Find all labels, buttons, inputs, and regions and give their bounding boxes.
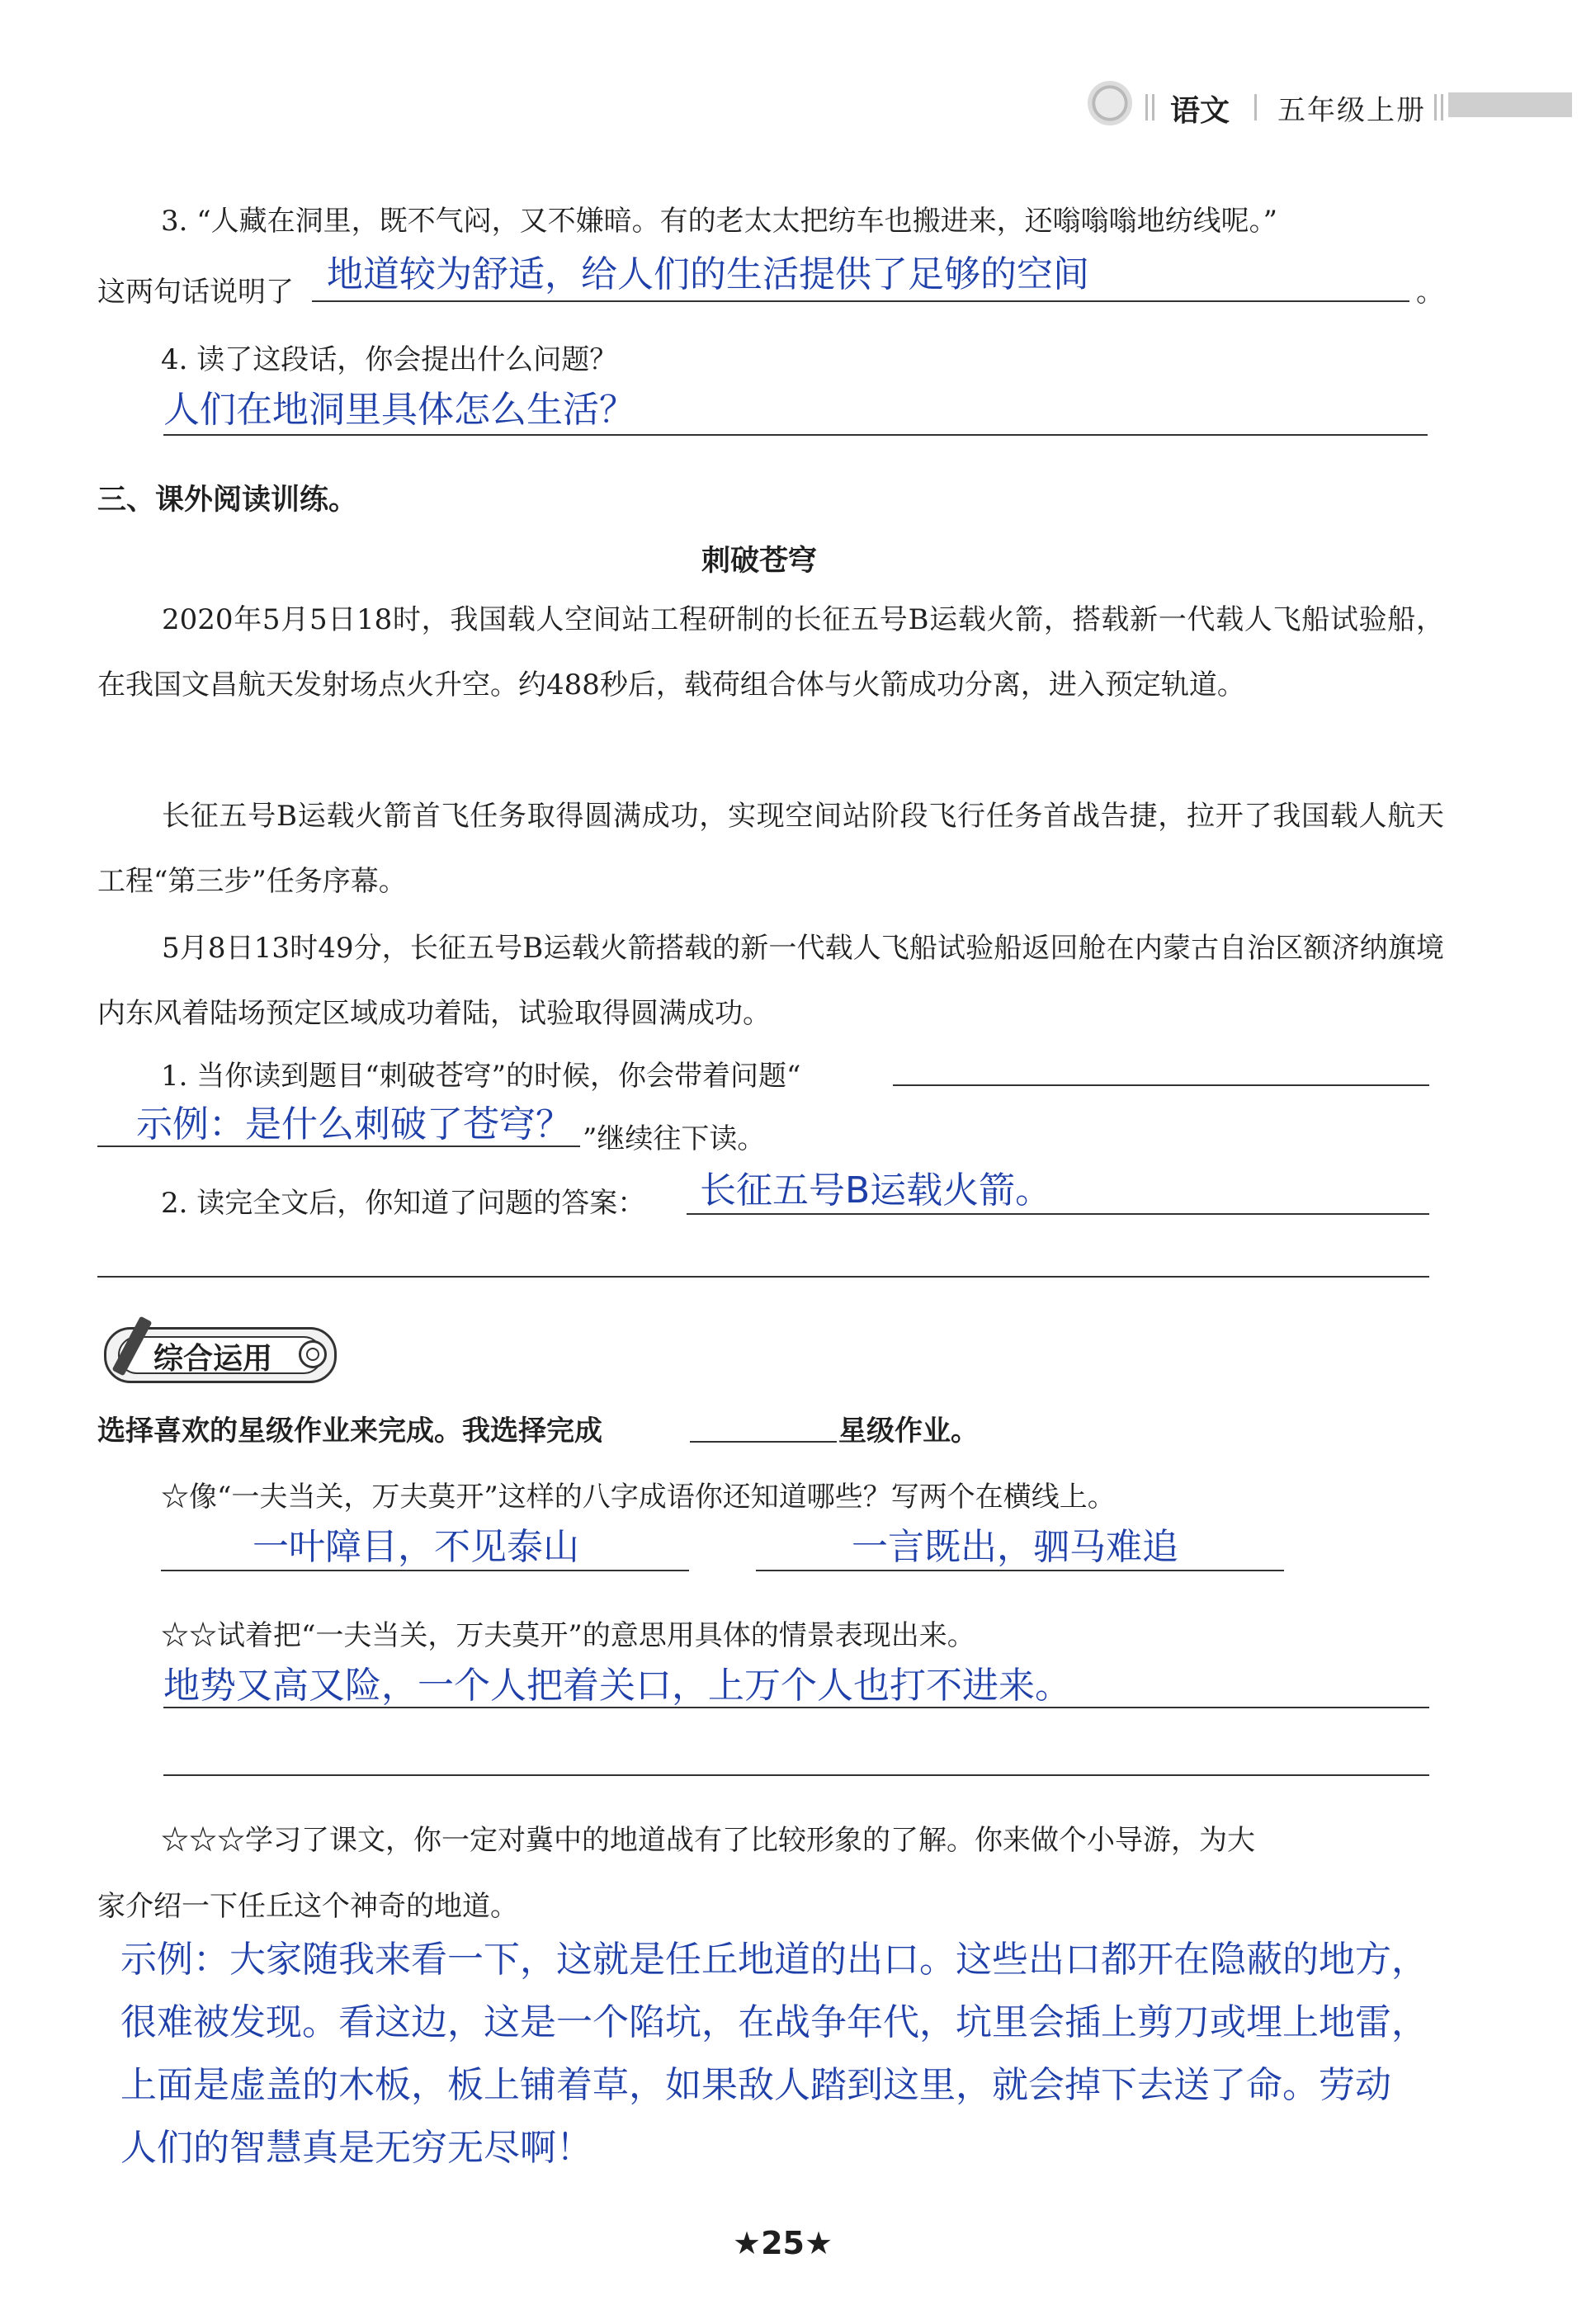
header-separator — [1441, 94, 1443, 120]
q3-question: 3. “人藏在洞里，既不气闷，又不嫌暗。有的老太太把纺车也搬进来，还嗡嗡嗡地纺线呢。” — [161, 205, 1278, 238]
answer-line — [756, 1570, 1284, 1571]
task3-answer-line: 上面是虚盖的木板，板上铺着草，如果敌人踏到这里，就会掉下去送了命。劳动 — [120, 2064, 1391, 2106]
answer-line — [97, 1145, 580, 1147]
answer-line — [163, 1774, 1429, 1776]
header-separator — [1145, 94, 1148, 120]
header-separator — [1254, 94, 1257, 120]
instruction-suffix: 星级作业。 — [838, 1415, 979, 1448]
answer-line — [893, 1084, 1429, 1086]
s3-q1-prefix: 1. 当你读到题目“刺破苍穹”的时候，你会带着问题“ — [161, 1060, 801, 1093]
answer-line — [687, 1213, 1429, 1215]
task1-answer-b: 一言既出，驷马难追 — [852, 1526, 1178, 1568]
task3-line-2: 家介绍一下任丘这个神奇的地道。 — [97, 1890, 518, 1923]
task3-answer-line: 示例：大家随我来看一下，这就是任丘地道的出口。这些出口都开在隐蔽的地方， — [120, 1939, 1428, 1981]
header-grade: 五年级上册 — [1277, 94, 1426, 127]
task2: ☆☆试着把“一夫当关，万夫莫开”的意思用具体的情景表现出来。 — [161, 1619, 975, 1652]
q3-answer: 地道较为舒适，给人们的生活提供了足够的空间 — [327, 253, 1089, 295]
article-paragraph-3: 5月8日13时49分，长征五号B运载火箭搭载的新一代载人飞船试验船返回舱在内蒙古自治区额济纳旗境内东风着陆场预定区域成功着陆，试验取得圆满成功。 — [97, 932, 1444, 1030]
answer-line — [163, 434, 1428, 436]
task1-answer-a: 一叶障目，不见泰山 — [253, 1526, 579, 1568]
article-paragraph-1: 2020年5月5日18时，我国载人空间站工程研制的长征五号B运载火箭，搭载新一代载人飞船试验船，在我国文昌航天发射场点火升空。约488秒后，载荷组合体与火箭成功分离，进入预定轨道。 — [97, 603, 1444, 701]
answer-line — [161, 1570, 689, 1571]
header-subject: 语文 — [1170, 94, 1230, 128]
s3-q2-prefix: 2. 读完全文后，你知道了问题的答案： — [161, 1187, 646, 1220]
header-separator — [1434, 94, 1437, 120]
answer-line — [97, 1276, 1429, 1278]
s3-q2-answer: 长征五号B运载火箭。 — [700, 1169, 1052, 1212]
answer-line — [690, 1441, 837, 1443]
instruction-prefix: 选择喜欢的星级作业来完成。我选择完成 — [97, 1415, 602, 1448]
section-heading: 三、课外阅读训练。 — [97, 484, 358, 517]
task3-answer-line: 很难被发现。看这边，这是一个陷坑，在战争年代，坑里会插上剪刀或埋上地雷， — [120, 2001, 1428, 2043]
article-paragraph-2: 长征五号B运载火箭首飞任务取得圆满成功，实现空间站阶段飞行任务首战告捷，拉开了我国载人航天工程“第三步”任务序幕。 — [97, 800, 1444, 898]
article-title: 刺破苍穹 — [701, 545, 818, 578]
s3-q1-suffix: ”继续往下读。 — [583, 1122, 766, 1155]
task2-answer: 地势又高又险，一个人把着关口，上万个人也打不进来。 — [163, 1665, 1071, 1707]
banner-title: 综合运用 — [153, 1342, 273, 1376]
task3-answer-line: 人们的智慧真是无穷无尽啊！ — [120, 2127, 592, 2169]
answer-line — [163, 1707, 1429, 1708]
page-number: ★25★ — [733, 2225, 833, 2261]
header-separator — [1152, 94, 1154, 120]
sun-logo-icon — [1088, 81, 1132, 125]
q4-question: 4. 读了这段话，你会提出什么问题？ — [161, 343, 618, 376]
q4-answer: 人们在地洞里具体怎么生活？ — [163, 389, 635, 431]
task3-line-1: ☆☆☆学习了课文，你一定对冀中的地道战有了比较形象的了解。你来做个小导游，为大 — [161, 1824, 1255, 1857]
s3-q1-answer: 示例：是什么刺破了苍穹？ — [136, 1103, 572, 1145]
answer-line — [312, 300, 1409, 302]
ring-icon — [299, 1340, 327, 1368]
header-bar — [1448, 92, 1572, 117]
task1: ☆像“一夫当关，万夫莫开”这样的八字成语你还知道哪些？写两个在横线上。 — [161, 1481, 1116, 1514]
q3-suffix: 。 — [1416, 276, 1444, 309]
q3-prefix: 这两句话说明了 — [97, 276, 294, 309]
